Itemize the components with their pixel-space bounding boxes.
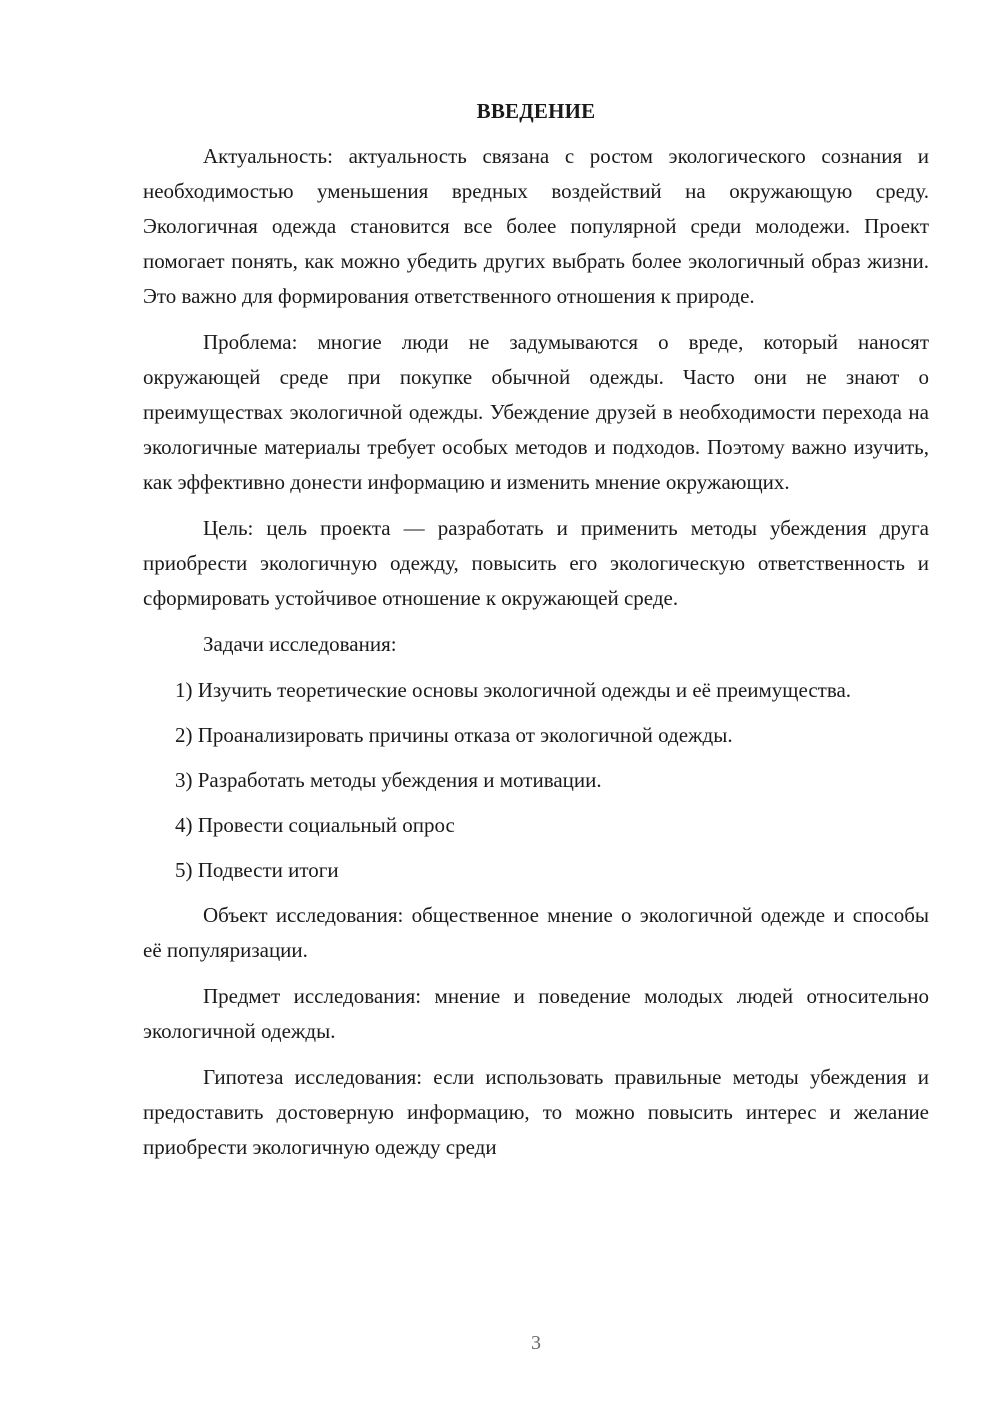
problem-paragraph: Проблема: многие люди не задумываются о вреде, который наносят окружающей среде при покупке обычной одежды. Часто они не знают о преимуществах экологичной одежды. Убеждение друзей в необходимости перехода на экологичные материалы требует особых методов и подходов. Поэтому важно изучить, как эффективно донести информацию и изменить мнение окружающих.: [143, 330, 929, 494]
task-item: 3) Разработать методы убеждения и мотивации.: [175, 768, 602, 792]
task-item: 2) Проанализировать причины отказа от экологичной одежды.: [175, 723, 733, 747]
task-item: 5) Подвести итоги: [175, 858, 339, 882]
task-item: 4) Провести социальный опрос: [175, 813, 455, 837]
hypothesis-paragraph: Гипотеза исследования: если использовать правильные методы убеждения и предоставить достоверную информацию, то можно повысить интерес и желание приобрести экологичную одежду среди: [143, 1065, 929, 1159]
object-paragraph: Объект исследования: общественное мнение о экологичной одежде и способы её популяризации.: [143, 903, 929, 962]
task-item: 1) Изучить теоретические основы экологичной одежды и её преимущества.: [175, 678, 852, 702]
section-heading: ВВЕДЕНИЕ: [476, 99, 596, 123]
goal-paragraph: Цель: цель проекта — разработать и применить методы убеждения друга приобрести экологичную одежду, повысить его экологическую ответственность и сформировать устойчивое отношение к окружающей среде.: [143, 516, 929, 610]
page-number: 3: [531, 1332, 541, 1354]
tasks-intro: Задачи исследования:: [203, 632, 397, 656]
page-content: [143, 96, 929, 1176]
relevance-paragraph: Актуальность: актуальность связана с ростом экологического сознания и необходимостью уменьшения вредных воздействий на окружающую среду. Экологичная одежда становится все более популярной среди молодежи. Проект помогает понять, как можно убедить других выбрать более экологичный образ жизни. Это важно для формирования ответственного отношения к природе.: [143, 144, 929, 308]
tasks-list: [143, 673, 929, 888]
subject-paragraph: Предмет исследования: мнение и поведение молодых людей относительно экологичной одежды.: [143, 984, 929, 1043]
